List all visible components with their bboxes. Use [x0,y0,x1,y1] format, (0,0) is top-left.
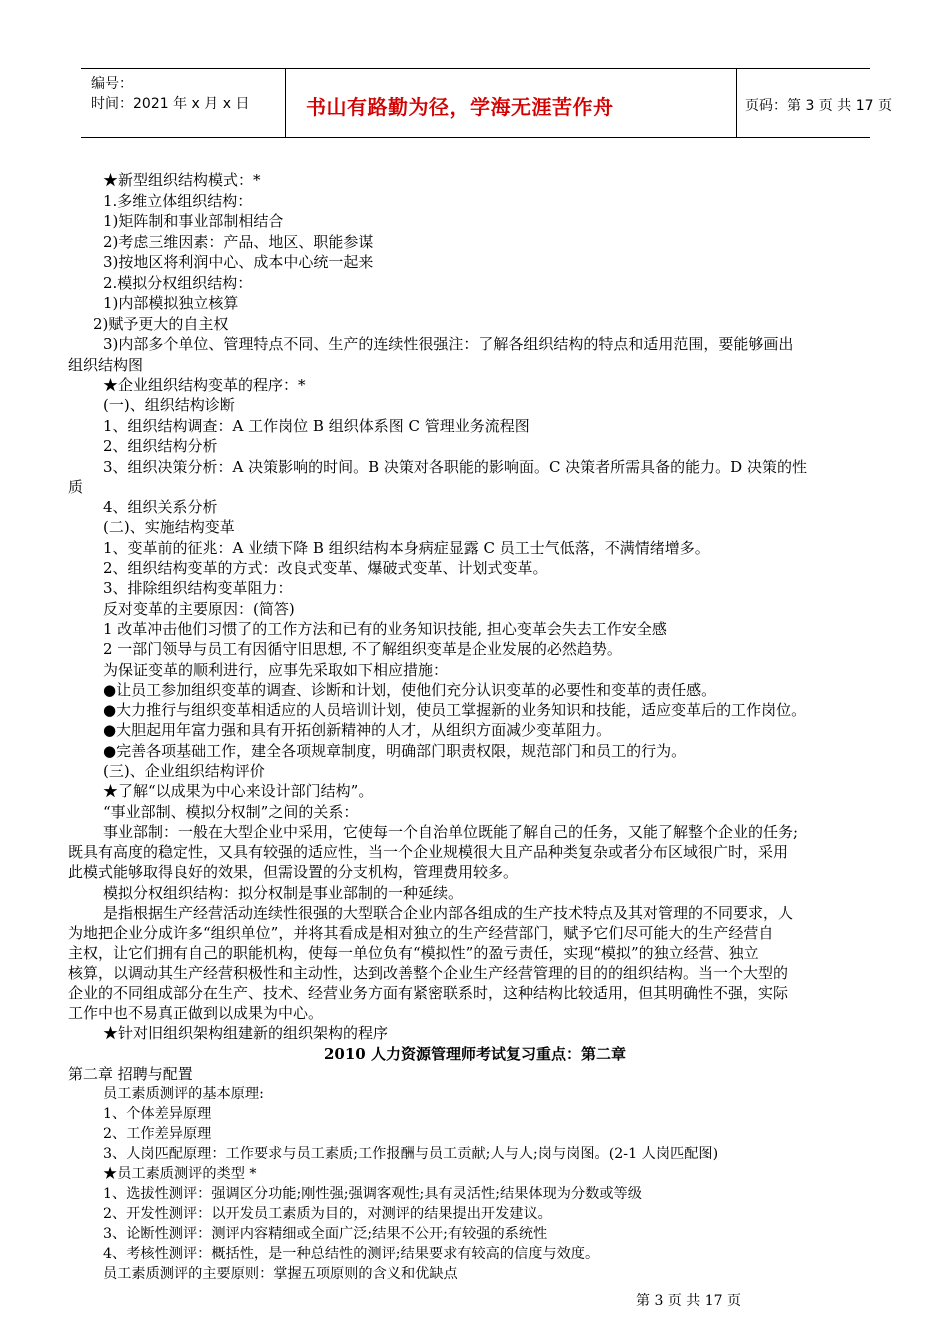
body-line: 是指根据生产经营活动连续性很强的大型联合企业内部各组成的生产技术特点及其对管理的不同要求，人 [103,904,794,922]
body-line: ●完善各项基础工作，建全各项规章制度，明确部门职责权限，规范部门和员工的行为。 [103,742,687,760]
body-line: 员工素质测评的主要原则：掌握五项原则的含义和优缺点 [103,1266,458,1282]
body-line: 1)矩阵制和事业部制相结合 [103,212,284,230]
body-line: 3、排除组织结构变革阻力： [103,579,293,597]
body-line: 企业的不同组成部分在生产、技术、经营业务方面有紧密联系时，这种结构比较适用，但其明确性不强，实际 [68,984,789,1002]
body-line: 反对变革的主要原因：(简答) [103,600,295,618]
body-line: 3)内部多个单位、管理特点不同、生产的连续性很强注：了解各组织结构的特点和适用范围，要能够画出 [103,335,794,353]
document-time-label: 时间：2021 年 x 月 x 日 [91,96,250,112]
body-line: 质 [68,478,84,496]
body-line: 主权，让它们拥有自己的职能机构，使每一单位负有“模拟性”的盈亏责任，实现“模拟”的独立经营、独立 [68,944,759,962]
body-line: ★员工素质测评的类型 * [103,1166,257,1182]
body-line: 1、变革前的征兆：A 业绩下降 B 组织结构本身病症显露 C 员工士气低落，不满情绪增多。 [103,539,710,557]
body-line: 2)赋予更大的自主权 [93,315,229,333]
body-line: 员工素质测评的基本原理: [103,1086,264,1102]
body-line: (一)、组织结构诊断 [103,396,235,414]
body-line: 2、开发性测评：以开发员工素质为目的，对测评的结果提出开发建议。 [103,1206,552,1222]
section-title: 2010 人力资源管理师考试复习重点：第二章 [324,1045,626,1063]
body-line: ★针对旧组织架构组建新的组织架构的程序 [103,1024,389,1042]
body-line: 3、人岗匹配原理：工作要求与员工素质;工作报酬与员工贡献;人与人;岗与岗图。(2-1 人岗匹配图) [103,1146,719,1162]
body-line: 3、组织决策分析：A 决策影响的时间。B 决策对各职能的影响面。C 决策者所需具备的能力。D 决策的性 [103,458,807,476]
body-line: 2 一部门领导与员工有因循守旧思想, 不了解组织变革是企业发展的必然趋势。 [103,640,622,658]
body-line: 工作中也不易真正做到以成果为中心。 [68,1004,324,1022]
body-line: 事业部制：一般在大型企业中采用，它使每一个自治单位既能了解自己的任务，又能了解整个企业的任务; [103,823,799,841]
body-line: (二)、实施结构变革 [103,518,235,536]
body-line: 1.多维立体组织结构： [103,192,253,210]
body-line: ★新型组织结构模式：* [103,171,261,189]
body-line: 此模式能够取得良好的效果，但需设置的分支机构，管理费用较多。 [68,863,519,881]
body-line: 2、工作差异原理 [103,1126,212,1142]
body-line: 2.模拟分权组织结构： [103,274,253,292]
body-line: 为保证变革的顺利进行，应事先采取如下相应措施： [103,661,449,679]
body-line: 为地把企业分成许多“组织单位”，并将其看成是相对独立的生产经营部门，赋予它们尽可能大的生产经营自 [68,924,774,942]
body-line: 既具有高度的稳定性，又具有较强的适应性，当一个企业规模很大且产品种类复杂或者分布区域很广时，采用 [68,843,789,861]
body-line: “事业部制、模拟分权制”之间的关系： [103,803,359,821]
body-line: 核算，以调动其生产经营积极性和主动性，达到改善整个企业生产经营管理的目的的组织结构。当一个大型的 [68,964,789,982]
body-line: ●让员工参加组织变革的调查、诊断和计划，使他们充分认识变革的必要性和变革的责任感。 [103,681,717,699]
body-line: 2、组织结构分析 [103,437,218,455]
page-footer: 第 3 页 共 17 页 [636,1293,741,1309]
header-motto: 书山有路勤为径，学海无涯苦作舟 [306,95,614,119]
body-line: (三)、企业组织结构评价 [103,762,265,780]
document-number-label: 编号： [91,76,133,92]
body-line: ●大胆起用年富力强和具有开拓创新精神的人才，从组织方面减少变革阻力。 [103,721,612,739]
body-line: 1、选拔性测评：强调区分功能;刚性强;强调客观性;具有灵活性;结果体现为分数或等级 [103,1186,642,1202]
body-line: 2)考虑三维因素：产品、地区、职能参谋 [103,233,374,251]
header-page-number: 页码：第 3 页 共 17 页 [745,98,892,114]
body-line: ●大力推行与组织变革相适应的人员培训计划，使员工掌握新的业务知识和技能，适应变革后的工作岗位。 [103,701,807,719]
body-line: 3)按地区将利润中心、成本中心统一起来 [103,253,374,271]
body-line: 2、组织结构变革的方式：改良式变革、爆破式变革、计划式变革。 [103,559,548,577]
body-line: 1、个体差异原理 [103,1106,212,1122]
chapter-heading: 第二章 招聘与配置 [68,1065,193,1083]
body-line: 4、组织关系分析 [103,498,218,516]
body-line: 1、组织结构调查：A 工作岗位 B 组织体系图 C 管理业务流程图 [103,417,530,435]
body-line: 4、考核性测评：概括性，是一种总结性的测评;结果要求有较高的信度与效度。 [103,1246,600,1262]
body-line: ★企业组织结构变革的程序：* [103,376,306,394]
body-line: 1 改革冲击他们习惯了的工作方法和已有的业务知识技能, 担心变革会失去工作安全感 [103,620,667,638]
body-line: ★了解“以成果为中心来设计部门结构”。 [103,782,374,800]
body-line: 模拟分权组织结构：拟分权制是事业部制的一种延续。 [103,884,464,902]
body-line: 1)内部模拟独立核算 [103,294,239,312]
body-line: 3、论断性测评：测评内容精细或全面广泛;结果不公开;有较强的系统性 [103,1226,548,1242]
body-line: 组织结构图 [68,356,144,374]
